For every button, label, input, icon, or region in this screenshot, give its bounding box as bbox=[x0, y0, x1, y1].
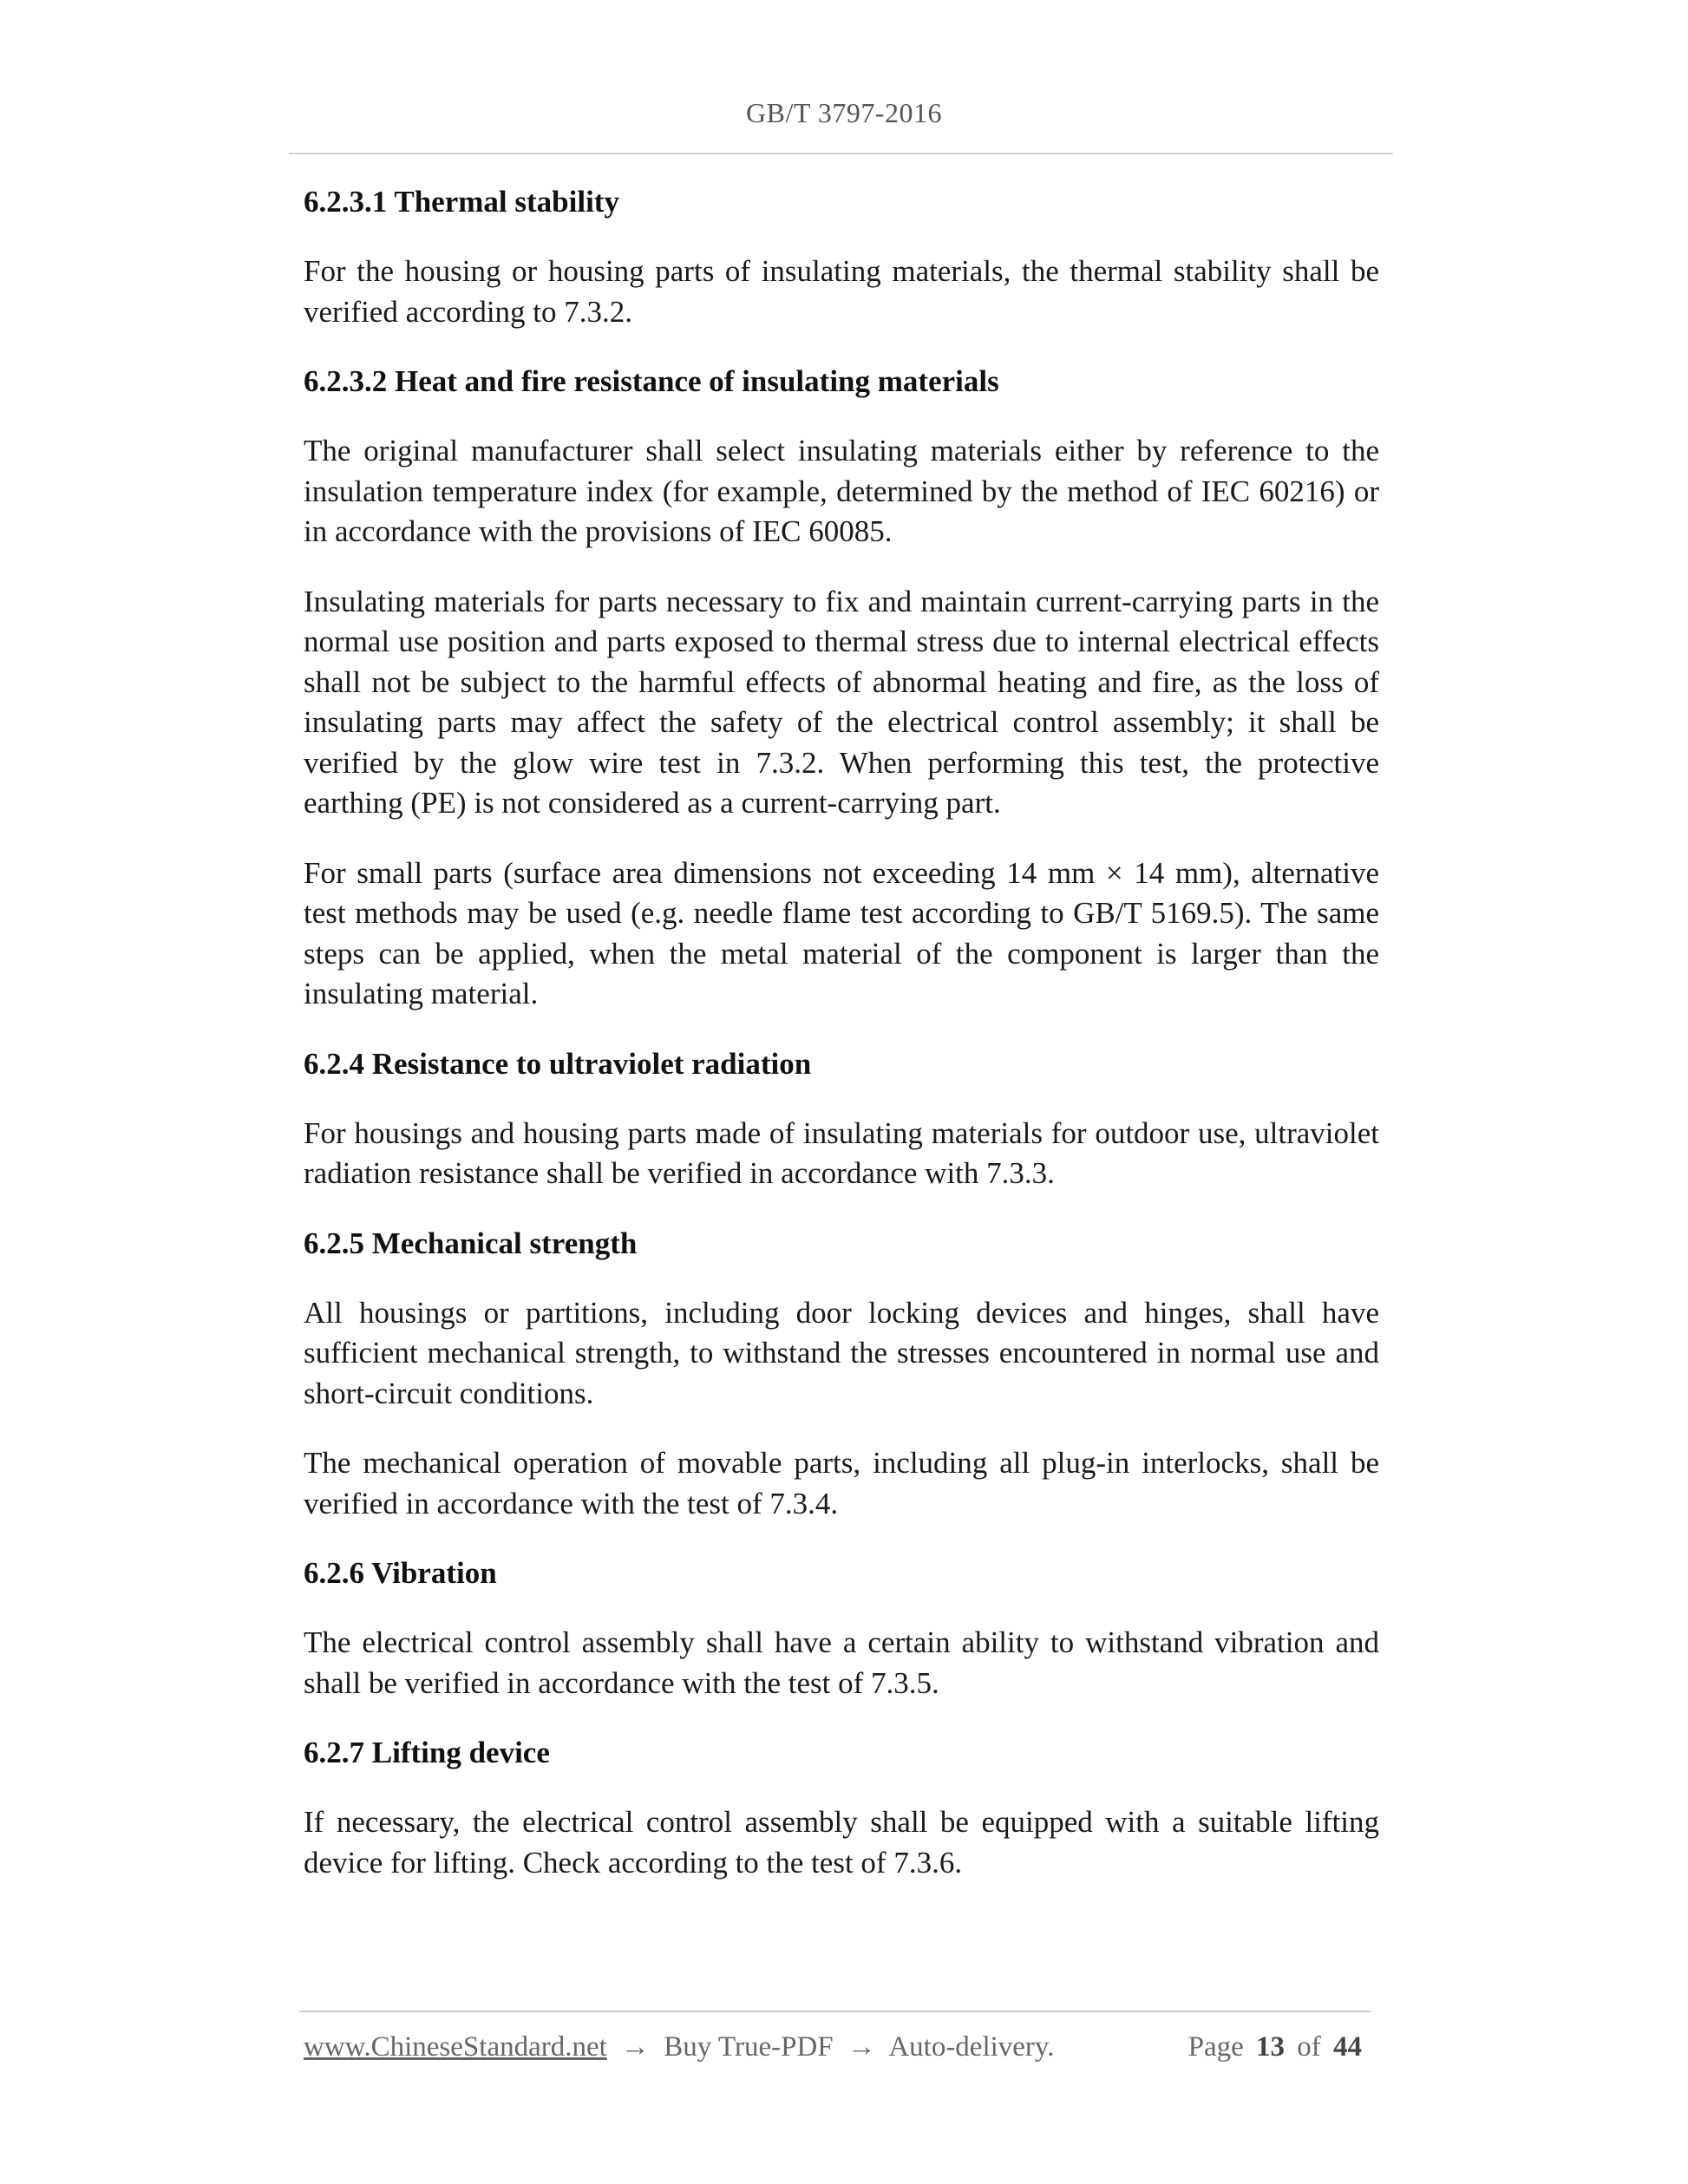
arrow-right-icon: → bbox=[847, 2031, 876, 2063]
paragraph: If necessary, the electrical control assembly shall be equipped with a suitable lifting device for lifting. Check according to the test of 7.3.6. bbox=[304, 1805, 1379, 1880]
arrow-right-icon: → bbox=[621, 2031, 651, 2063]
paragraph: For housings and housing parts made of insulating materials for outdoor use, ultraviolet radiation resistance shall be verified in accordance with 7.3.3. bbox=[304, 1115, 1379, 1190]
section-heading: 6.2.3.2 Heat and fire resistance of insulating materials bbox=[304, 364, 999, 398]
document-body bbox=[304, 182, 1379, 1913]
paragraph: The electrical control assembly shall have a certain ability to withstand vibration and shall be verified in accordance with the test of 7.3.5. bbox=[304, 1625, 1379, 1700]
paragraph: For small parts (surface area dimensions not exceeding 14 mm × 14 mm), alternative test methods may be used (e.g. needle flame test according to GB/T 5169.5). The same steps can be applied, when the metal material of the component is larger than the insulating material. bbox=[304, 855, 1379, 1010]
page-current: 13 bbox=[1256, 2031, 1285, 2063]
footer-divider bbox=[299, 2011, 1371, 2012]
site-link[interactable]: www.ChineseStandard.net bbox=[304, 2031, 607, 2063]
footer-promo bbox=[304, 2031, 1055, 2063]
auto-delivery-text: Auto-delivery. bbox=[888, 2031, 1055, 2063]
header-divider bbox=[289, 153, 1393, 154]
paragraph: All housings or partitions, including door locking devices and hinges, shall have sufficient mechanical strength, to withstand the stresses encountered in normal use and short-circuit conditions. bbox=[304, 1295, 1379, 1410]
page-label: Page bbox=[1187, 2031, 1244, 2063]
page-total: 44 bbox=[1333, 2031, 1362, 2063]
paragraph: For the housing or housing parts of insulating materials, the thermal stability shall be verified according to 7.3.2. bbox=[304, 254, 1379, 329]
section-heading: 6.2.6 Vibration bbox=[304, 1556, 497, 1590]
paragraph: The mechanical operation of movable parts, including all plug-in interlocks, shall be verified in accordance with the test of 7.3.4. bbox=[304, 1446, 1379, 1520]
paragraph: The original manufacturer shall select insulating materials either by reference to the insulation temperature index (for example, determined by the method of IEC 60216) or in accordance with the provisions of IEC 60085. bbox=[304, 434, 1379, 548]
of-label: of bbox=[1297, 2031, 1321, 2063]
section-heading: 6.2.7 Lifting device bbox=[304, 1736, 550, 1769]
section-heading: 6.2.4 Resistance to ultraviolet radiation bbox=[304, 1046, 812, 1081]
section-heading: 6.2.3.1 Thermal stability bbox=[304, 185, 619, 219]
page-number bbox=[1188, 2031, 1367, 2063]
paragraph: Insulating materials for parts necessary to fix and maintain current-carrying parts in the normal use position and parts exposed to thermal stress due to internal electrical effects shall not be subject to the harmful effects of abnormal heating and fire, as the loss of insulating parts may affect the safety of the electrical control assembly; it shall be verified by the glow wire test in 7.3.2. When performing this test, the protective earthing (PE) is not considered as a current-carrying part. bbox=[304, 584, 1379, 820]
buy-pdf-text: Buy True-PDF bbox=[664, 2031, 834, 2063]
section-heading: 6.2.5 Mechanical strength bbox=[304, 1226, 638, 1260]
document-id-header: GB/T 3797-2016 bbox=[746, 97, 942, 128]
